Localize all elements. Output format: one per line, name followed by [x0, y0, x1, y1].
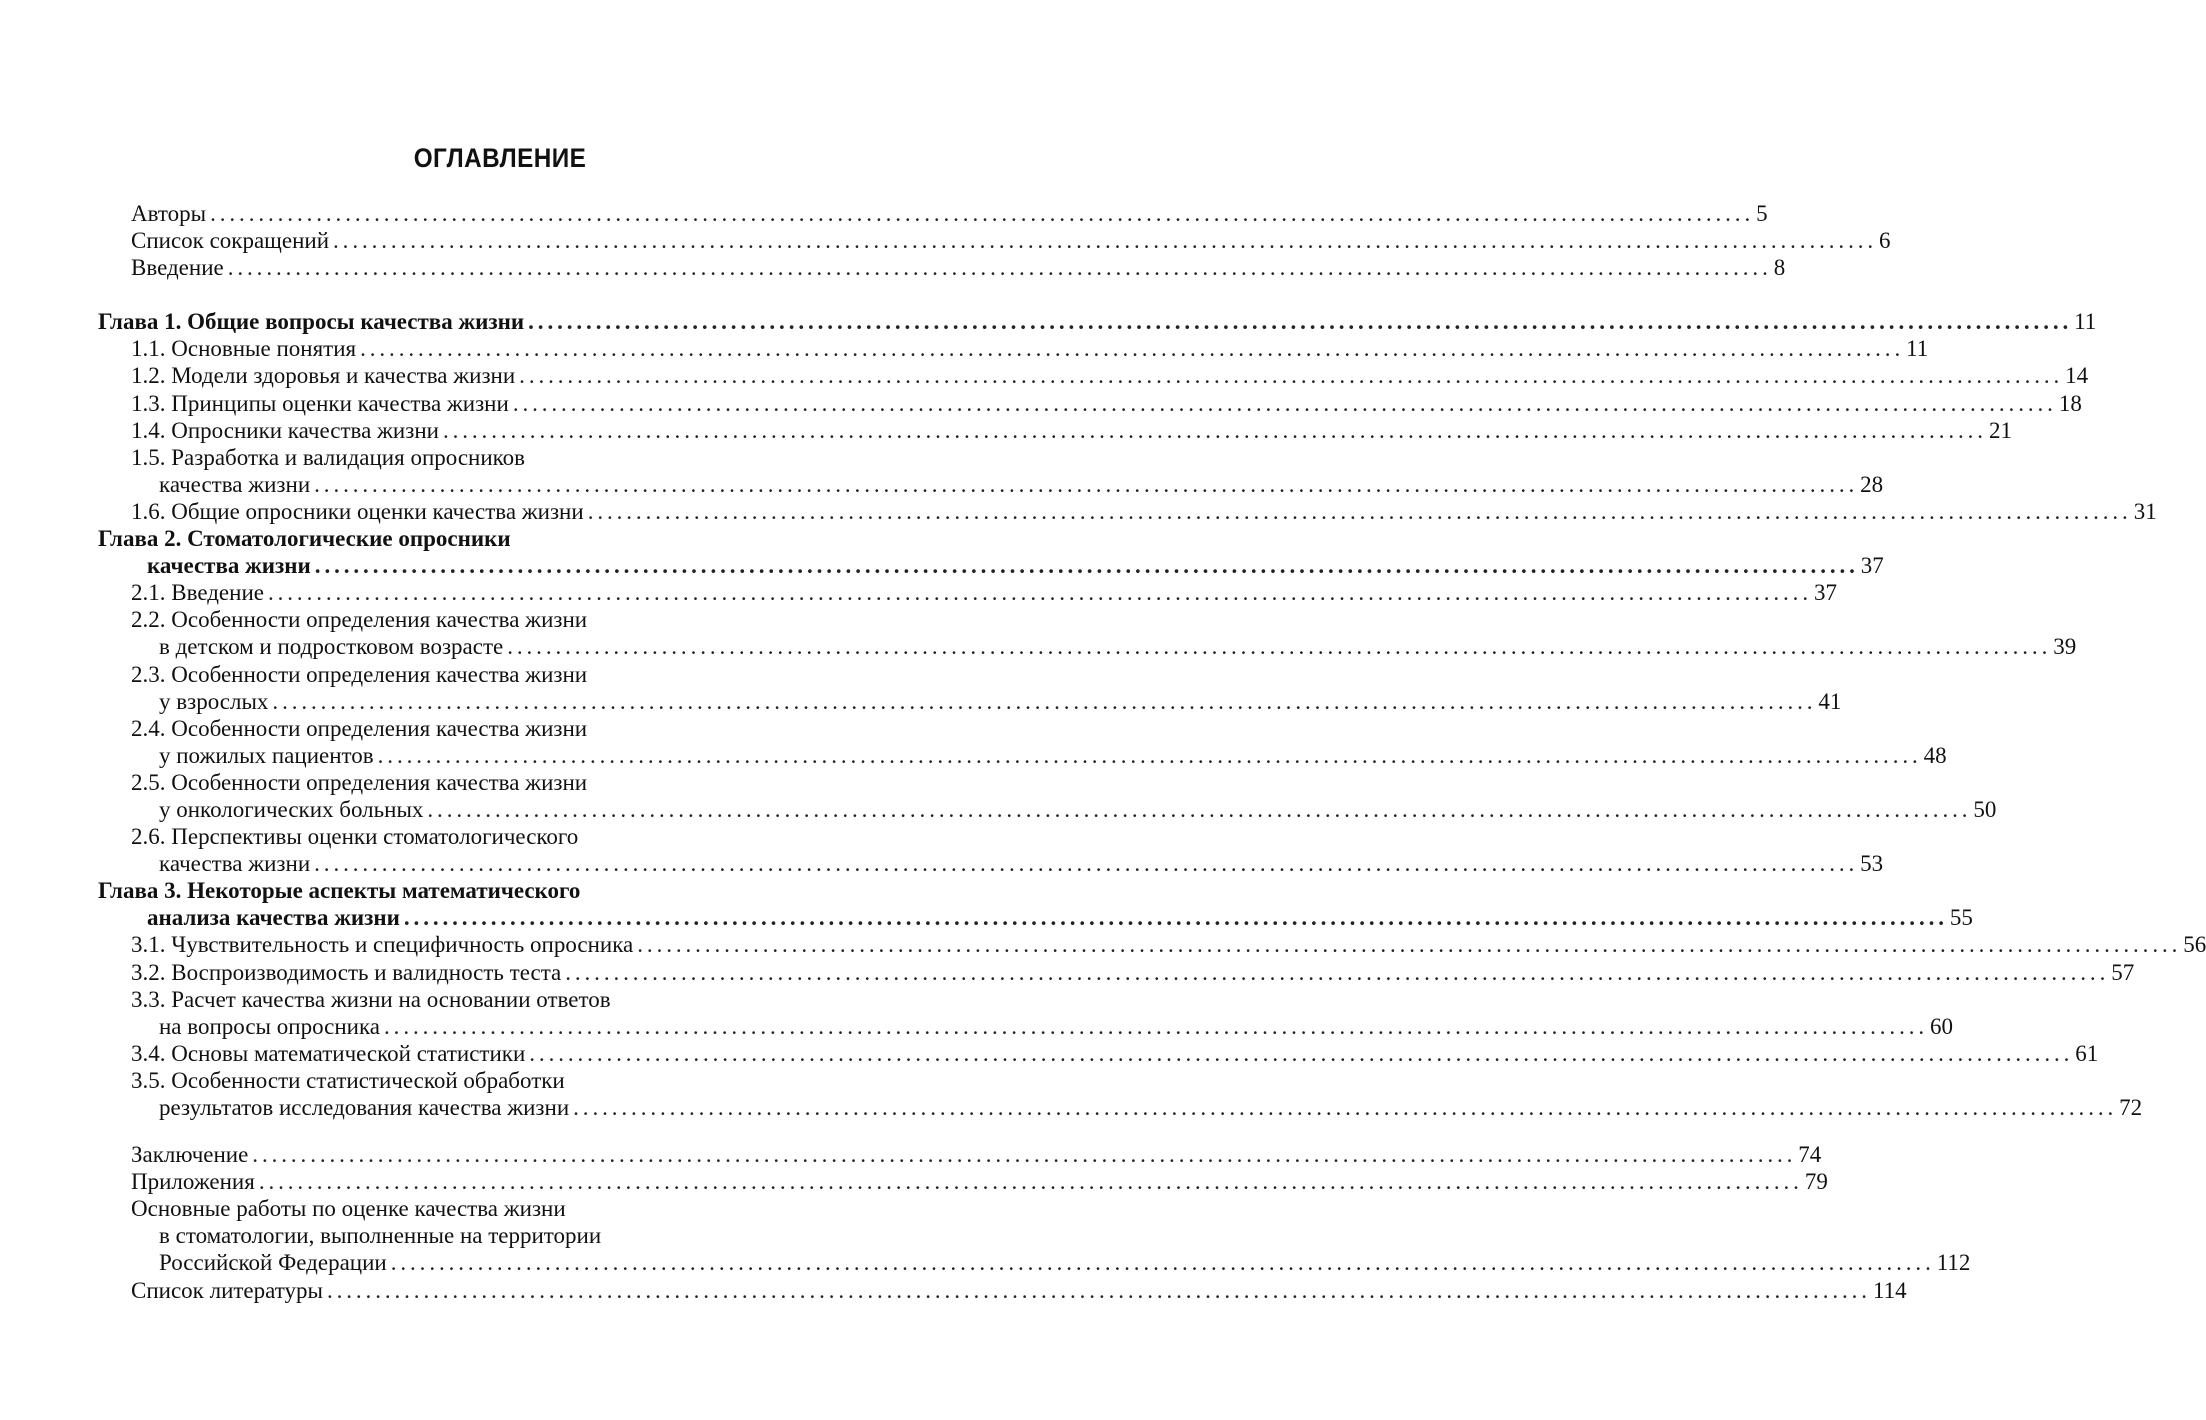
dot-leader: ................................................................................................................................................................ [267, 580, 1812, 606]
toc-entry-2-2-line2[interactable] [0, 633, 2077, 660]
toc-entry-page: 39 [2053, 634, 2077, 660]
toc-entry-label: 2.2. Особенности определения качества жизни [131, 607, 588, 633]
toc-entry-page: 114 [1872, 1277, 1907, 1303]
toc-entry-2-6-line2[interactable] [0, 850, 1884, 877]
toc-entry-page: 31 [2133, 498, 2157, 524]
toc-entry-label: Введение [131, 255, 224, 281]
page-title: ОГЛАВЛЕНИЕ [413, 143, 587, 173]
toc-entry-1-2[interactable] [0, 362, 2089, 389]
toc-entry-works-line2[interactable] [0, 1222, 1000, 1249]
toc-entry-3-3-line2[interactable] [0, 1013, 1954, 1040]
toc-entry-conclusion[interactable] [0, 1141, 1822, 1168]
dot-leader: ................................................................................................................................................................ [314, 851, 1859, 877]
toc-entry-label: 2.1. Введение [131, 580, 264, 606]
chapter-heading: качества жизни [147, 553, 311, 579]
toc-entry-label: 2.4. Особенности определения качества жизни [131, 715, 588, 741]
toc-entry-1-4[interactable] [0, 417, 2012, 444]
toc-entry-label: в стоматологии, выполненные на территории [159, 1223, 602, 1249]
toc-entry-page: 8 [1773, 255, 1786, 281]
toc-entry-3-5-line2[interactable] [0, 1094, 2143, 1121]
toc-entry-references[interactable] [0, 1277, 1907, 1304]
toc-entry-page: 72 [2119, 1095, 2143, 1120]
toc-entry-2-1[interactable] [0, 579, 1837, 606]
toc-entry-1-5-line2[interactable] [0, 471, 1884, 498]
toc-entry-label: 2.3. Особенности определения качества жизни [131, 661, 588, 687]
toc-entry-label: 3.1. Чувствительность и специфичность опросника [131, 932, 634, 958]
dot-leader: ................................................................................................................................................................ [587, 498, 2132, 524]
dot-leader: ................................................................................................................................................................ [519, 363, 2064, 389]
dot-leader: ................................................................................................................................................................ [442, 417, 1987, 443]
dot-leader: ................................................................................................................................................................ [384, 1013, 1929, 1039]
toc-entry-page: 41 [1818, 688, 1842, 714]
toc-entry-label: 3.3. Расчет качества жизни на основании ответов [131, 986, 611, 1012]
toc-entry-label: Заключение [131, 1142, 249, 1168]
toc-entry-label: 1.4. Опросники качества жизни [131, 417, 439, 443]
toc-entry-3-5-line1[interactable] [0, 1067, 1000, 1094]
toc-entry-label: Список сокращений [131, 228, 330, 254]
dot-leader: ................................................................................................................................................................ [227, 255, 1772, 281]
toc-entry-page: 112 [1936, 1250, 1971, 1276]
dot-leader: ................................................................................................................................................................ [403, 905, 1948, 931]
toc-entry-label: Основные работы по оценке качества жизни [131, 1196, 566, 1222]
toc-entry-page: 5 [1756, 201, 1768, 226]
toc-entry-1-1[interactable] [0, 335, 1929, 362]
section-gap [0, 1121, 1000, 1141]
toc-entry-2-3-line1[interactable] [0, 661, 1000, 688]
dot-leader: ................................................................................................................................................................ [637, 932, 2182, 958]
dot-leader: ................................................................................................................................................................ [565, 959, 2110, 985]
toc-entry-page: 60 [1930, 1013, 1954, 1039]
toc-entry-3-2[interactable] [0, 959, 2135, 986]
chapter-heading: Глава 1. Общие вопросы качества жизни [98, 309, 525, 335]
toc-entry-2-2-line1[interactable] [0, 606, 1000, 633]
toc-entry-appendix[interactable] [0, 1168, 1828, 1195]
toc-chapter-1[interactable] [0, 308, 2097, 335]
toc-entry-page: 74 [1798, 1142, 1822, 1168]
toc-entry-label: 1.5. Разработка и валидация опросников [131, 444, 526, 470]
toc-entry-page: 11 [2074, 309, 2097, 335]
chapter-heading: Глава 2. Стоматологические опросники [98, 526, 511, 552]
toc-entry-page: 79 [1804, 1169, 1828, 1195]
toc-entry-1-6[interactable] [0, 498, 2157, 525]
dot-leader: ................................................................................................................................................................ [314, 553, 1859, 579]
toc-entry-label: у пожилых пациентов [159, 742, 374, 768]
section-gap [0, 281, 1000, 308]
toc-entry-works-line1[interactable] [0, 1195, 1000, 1222]
dot-leader: ................................................................................................................................................................ [326, 1277, 1871, 1303]
toc-entry-label: 3.2. Воспроизводимость и валидность теста [131, 959, 562, 985]
toc-entry-page: 61 [2075, 1040, 2099, 1066]
dot-leader: ................................................................................................................................................................ [360, 336, 1905, 362]
toc-entry-label: качества жизни [159, 851, 311, 877]
toc-entry-2-5-line1[interactable] [0, 769, 1000, 796]
toc-entry-page: 21 [1988, 417, 2012, 443]
toc-entry-abbreviations[interactable] [0, 227, 1891, 254]
toc-entry-label: результатов исследования качества жизни [159, 1095, 570, 1120]
toc-entry-label: 3.5. Особенности статистической обработки [131, 1067, 565, 1093]
toc-chapter-2-line1[interactable] [0, 525, 1000, 552]
dot-leader: ................................................................................................................................................................ [314, 471, 1859, 497]
toc-entry-works-line3[interactable] [0, 1249, 1971, 1276]
toc-entry-label: Авторы [131, 201, 207, 226]
toc-entry-label: 1.2. Модели здоровья и качества жизни [131, 363, 516, 389]
toc-entry-page: 11 [1906, 336, 1929, 362]
dot-leader: ................................................................................................................................................................ [507, 634, 2052, 660]
toc-entry-label: 1.1. Основные понятия [131, 336, 357, 362]
toc-chapter-3-line1[interactable] [0, 877, 1000, 904]
toc-entry-label: 2.5. Особенности определения качества жизни [131, 769, 588, 795]
dot-leader: ................................................................................................................................................................ [390, 1250, 1935, 1276]
toc-entry-page: 6 [1879, 228, 1891, 254]
toc-entry-1-5-line1[interactable] [0, 444, 1000, 471]
dot-leader: ................................................................................................................................................................ [333, 228, 1878, 254]
toc-chapter-3-line2[interactable] [0, 904, 1973, 931]
toc-entry-2-3-line2[interactable] [0, 688, 1842, 715]
toc-entry-2-4-line2[interactable] [0, 742, 1947, 769]
toc-entry-page: 18 [2058, 390, 2082, 416]
toc-entry-page: 28 [1860, 471, 1884, 497]
toc-entry-label: 1.3. Принципы оценки качества жизни [131, 390, 509, 416]
toc-entry-page: 48 [1923, 742, 1947, 768]
dot-leader: ................................................................................................................................................................ [529, 1040, 2074, 1066]
toc-entry-label: 1.6. Общие опросники оценки качества жизни [131, 498, 584, 524]
toc-entry-page: 50 [1973, 796, 1997, 822]
toc-entry-label: 3.4. Основы математической статистики [131, 1040, 526, 1066]
toc-entry-label: 2.6. Перспективы оценки стоматологического [131, 824, 579, 850]
toc-entry-label: в детском и подростковом возрасте [159, 634, 504, 660]
dot-leader: ................................................................................................................................................................ [258, 1169, 1803, 1195]
toc-entry-page: 37 [1813, 580, 1837, 606]
dot-leader: ................................................................................................................................................................ [528, 309, 2073, 335]
toc-entry-page: 56 [2183, 932, 2206, 958]
toc-entry-label: Российской Федерации [159, 1250, 387, 1276]
toc-entry-introduction[interactable] [0, 254, 1786, 281]
dot-leader: ................................................................................................................................................................ [210, 201, 1755, 226]
chapter-heading: анализа качества жизни [147, 905, 400, 931]
toc-entry-page: 37 [1860, 553, 1884, 579]
toc-entry-2-4-line1[interactable] [0, 715, 1000, 742]
dot-leader: ................................................................................................................................................................ [377, 742, 1922, 768]
toc-entry-3-3-line1[interactable] [0, 986, 1000, 1013]
toc-entry-label: Список литературы [131, 1277, 323, 1303]
toc-entry-label: на вопросы опросника [159, 1013, 381, 1039]
chapter-heading: Глава 3. Некоторые аспекты математического [98, 878, 581, 904]
toc-entry-authors[interactable] [0, 200, 1768, 227]
toc-chapter-2-line2[interactable] [0, 552, 1884, 579]
toc-entry-page: 57 [2111, 959, 2135, 985]
dot-leader: ................................................................................................................................................................ [272, 688, 1817, 714]
dot-leader: ................................................................................................................................................................ [573, 1095, 2118, 1120]
toc-entry-label: у онкологических больных [159, 796, 424, 822]
dot-leader: ................................................................................................................................................................ [512, 390, 2057, 416]
toc-entry-3-4[interactable] [0, 1040, 2099, 1067]
toc-entry-page: 53 [1860, 851, 1884, 877]
toc-entry-page: 55 [1949, 905, 1973, 931]
toc-entry-2-5-line2[interactable] [0, 796, 1997, 823]
table-of-contents [0, 200, 2206, 1304]
toc-entry-page: 14 [2065, 363, 2089, 389]
toc-entry-label: у взрослых [159, 688, 269, 714]
toc-entry-1-3[interactable] [0, 390, 2082, 417]
toc-entry-2-6-line1[interactable] [0, 823, 1000, 850]
toc-entry-label: Приложения [131, 1169, 255, 1195]
toc-entry-3-1[interactable] [0, 931, 2206, 958]
toc-entry-label: качества жизни [159, 471, 311, 497]
dot-leader: ................................................................................................................................................................ [427, 796, 1972, 822]
dot-leader: ................................................................................................................................................................ [252, 1142, 1797, 1168]
